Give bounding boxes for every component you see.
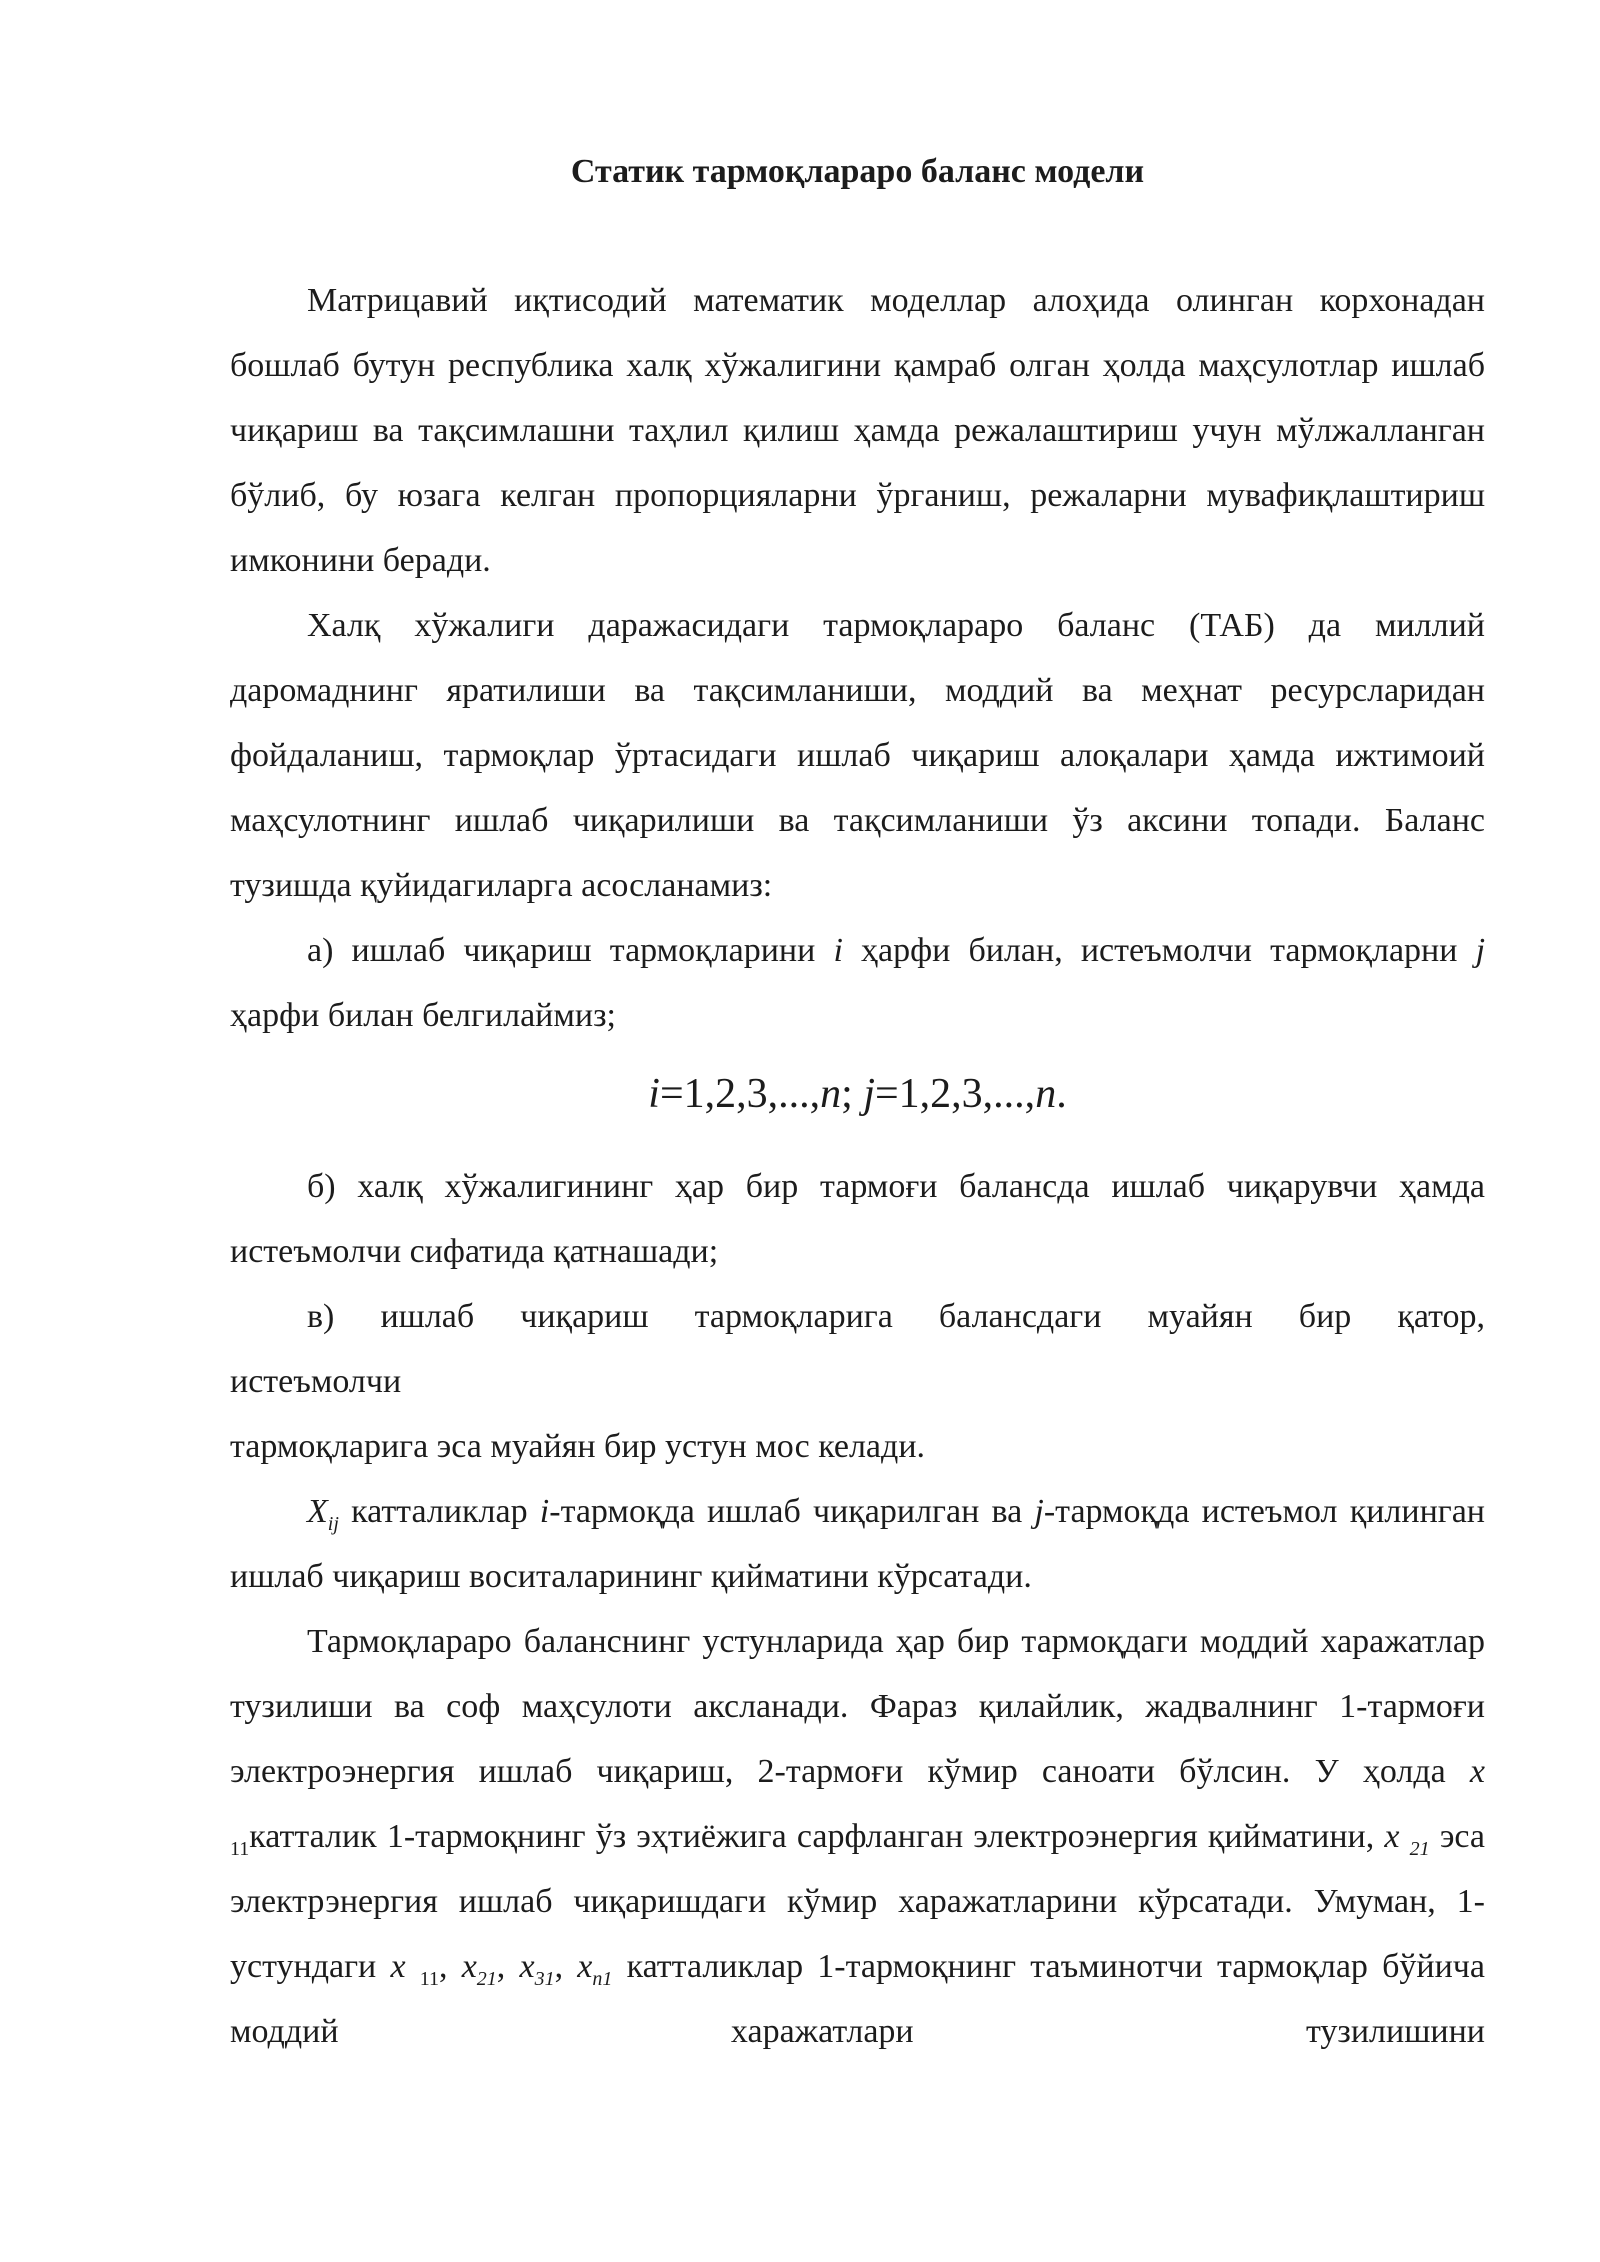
paragraph-4: б) халқ хўжалигининг ҳар бир тармоғи балансда ишлаб чиқарувчи ҳамда истеъмолчи сифатида қатнашади;	[230, 1168, 1485, 1270]
paragraph-6: $X_{ij}$ катталиклар i-тармоқда ишлаб чиқарилган ва j-тармоқда истеъмол қилинган ишлаб чиқариш воситаларининг қийматини кўрсатади.	[230, 1493, 1485, 1595]
paragraph-3: а) ишлаб чиқариш тармоқларини i ҳарфи билан, истеъмолчи тармоқларни j ҳарфи билан белгилаймиз;	[230, 932, 1486, 1034]
paragraph-2: Халқ хўжалиги даражасидаги тармоқлараро баланс (ТАБ) да миллий даромаднинг яратилиши ва тақсимланиши, моддий ва меҳнат ресурсларидан фойдаланиш, тармоқлар ўртасидаги ишлаб чиқариш алоқалари ҳамда ижтимоий маҳсулотнинг ишлаб чиқарилиши ва тақсимланиши ўз аксини топади. Баланс тузишда қуйидагиларга асосланамиз:	[230, 607, 1485, 904]
variable-x: X	[307, 1493, 328, 1530]
variable-j: j	[1475, 932, 1486, 969]
paragraph-1: Матрицавий иқтисодий математик моделлар алоҳида олинган корхонадан бошлаб бутун республика халқ хўжалигини қамраб олган ҳолда маҳсулотлар ишлаб чиқариш ва тақсимлашни таҳлил қилиш ҳамда режалаштириш учун мўлжалланган бўлиб, бу юзага келган пропорцияларни ўрганиш, режаларни мувафиқлаштириш имконини беради.	[230, 282, 1485, 579]
document-title: Статик тармоқлараро баланс модели	[570, 153, 1145, 190]
paragraph-5: в) ишлаб чиқариш тармоқларига балансдаги муайян бир қатор, истеъмолчи тармоқларига эса муайян бир устун мос келади.	[230, 1298, 1485, 1465]
variable-i: i	[833, 932, 843, 969]
document-page	[230, 150, 1485, 2064]
paragraph-7: Тармоқлараро баланснинг устунларида ҳар бир тармоқдаги моддий харажатлар тузилиши ва соф маҳсулоти аксланади. Фараз қилайлик, жадвалнинг 1-тармоғи электроэнергия ишлаб чиқариш, 2-тармоғи кўмир саноати бўлсин. У ҳолда x $_{11}$катталик 1-тармоқнинг ўз эҳтиёжига сарфланган электроэнергия қийматини, x $_{21}$ эса электрэнергия ишлаб чиқаришдаги кўмир харажатларини кўрсатади. Умуман, 1-устундаги x $_{11}$, $x_{21}$, $x_{31}$, $x_{n1}$ катталиклар 1-тармоқнинг таъминотчи тармоқлар бўйича моддий харажатлари тузилишини	[230, 1623, 1486, 2050]
index-formula: i=1,2,3,...,n; j=1,2,3,...,n.	[648, 1071, 1067, 1117]
